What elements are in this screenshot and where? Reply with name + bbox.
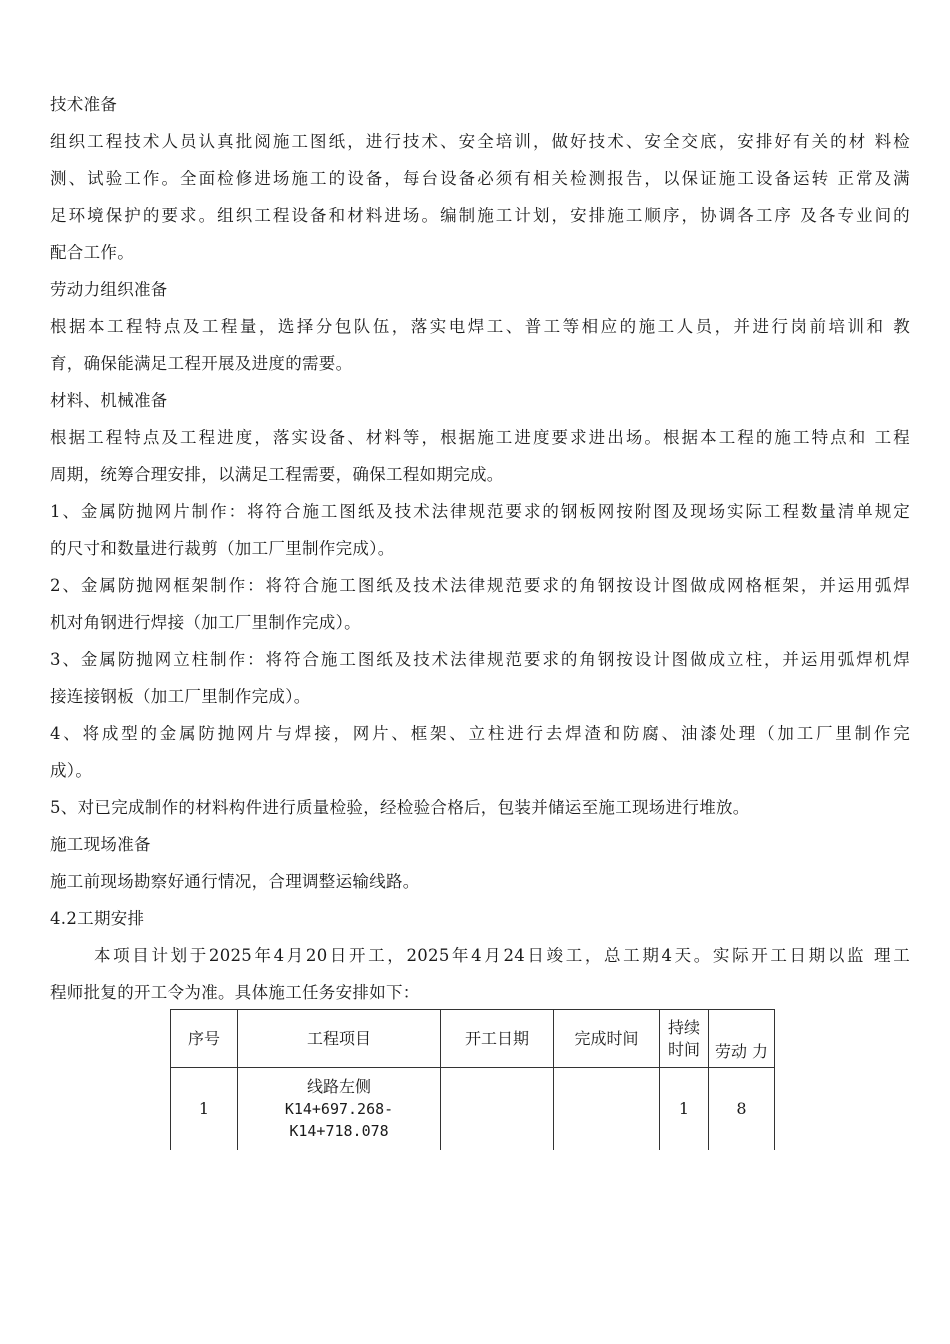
section-heading-schedule: 4.2工期安排 <box>50 909 145 928</box>
table-row <box>171 1068 775 1150</box>
paragraph-line: 足环境保护的要求。组织工程设备和材料进场。编制施工计划，安排施工顺序，协调各工序 及各专业间的 <box>50 206 910 225</box>
heading-labor-prep: 劳动力组织准备 <box>50 280 168 299</box>
paragraph-line: 组织工程技术人员认真批阅施工图纸，进行技术、安全培训，做好技术、安全交底，安排好有关的材 料检 <box>50 132 910 151</box>
list-item-4: 4、将成型的金属防抛网片与焊接，网片、框架、立柱进行去焊渣和防腐、油漆处理（加工厂里制作完 <box>50 724 910 743</box>
table-header-row <box>171 1010 775 1068</box>
list-item-1: 1、金属防抛网片制作：将符合施工图纸及技术法律规范要求的钢板网按附图及现场实际工程数量清单规定 <box>50 502 910 521</box>
list-item-4-cont: 成）。 <box>50 761 93 780</box>
heading-tech-prep: 技术准备 <box>50 95 118 114</box>
cell-item-line-3: K14+718.078 <box>289 1121 389 1140</box>
header-duration <box>660 1010 709 1068</box>
paragraph-line: 配合工作。 <box>50 243 134 262</box>
cell-labor: 8 <box>709 1068 775 1150</box>
header-duration-line-1: 持续 <box>667 1017 700 1037</box>
cell-item-line-2: K14+697.268- <box>284 1099 394 1118</box>
cell-item <box>238 1068 441 1150</box>
list-item-2-cont: 机对角钢进行焊接（加工厂里制作完成）。 <box>50 613 361 632</box>
paragraph-line: 施工前现场勘察好通行情况，合理调整运输线路。 <box>50 872 420 891</box>
paragraph-line: 育，确保能满足工程开展及进度的需要。 <box>50 354 353 373</box>
list-item-3-cont: 接连接钢板（加工厂里制作完成）。 <box>50 687 311 706</box>
paragraph-line: 本项目计划于2025年4月20日开工，2025年4月24日竣工，总工期4天。实际开工日期以监 理工 <box>94 946 910 965</box>
paragraph-line: 程师批复的开工令为准。具体施工任务安排如下： <box>50 983 420 1002</box>
paragraph-line: 根据工程特点及工程进度，落实设备、材料等，根据施工进度要求进出场。根据本工程的施工特点和 工程 <box>50 428 910 447</box>
header-start-date: 开工日期 <box>441 1010 554 1068</box>
list-item-5: 5、对已完成制作的材料构件进行质量检验，经检验合格后，包装并储运至施工现场进行堆放。 <box>50 798 750 817</box>
heading-material-prep: 材料、机械准备 <box>50 391 168 410</box>
header-seq: 序号 <box>171 1010 238 1068</box>
paragraph-line: 根据本工程特点及工程量，选择分包队伍，落实电焊工、普工等相应的施工人员，并进行岗前培训和 教 <box>50 317 910 336</box>
cell-start-date <box>441 1068 554 1150</box>
paragraph-line: 周期，统筹合理安排，以满足工程需要，确保工程如期完成。 <box>50 465 504 484</box>
cell-duration: 1 <box>660 1068 709 1150</box>
list-item-2: 2、金属防抛网框架制作：将符合施工图纸及技术法律规范要求的角钢按设计图做成网格框架，并运用弧焊 <box>50 576 910 595</box>
header-duration-line-2: 时间 <box>667 1039 700 1059</box>
schedule-table <box>170 1009 775 1150</box>
paragraph-line: 测、试验工作。全面检修进场施工的设备，每台设备必须有相关检测报告，以保证施工设备运转 正常及满 <box>50 169 910 188</box>
header-finish-date: 完成时间 <box>554 1010 660 1068</box>
heading-site-prep: 施工现场准备 <box>50 835 151 854</box>
cell-seq: 1 <box>171 1068 238 1150</box>
header-labor: 劳动 力 <box>709 1010 775 1068</box>
cell-item-line-1: 线路左侧 <box>306 1076 371 1096</box>
list-item-3: 3、金属防抛网立柱制作：将符合施工图纸及技术法律规范要求的角钢按设计图做成立柱，并运用弧焊机焊 <box>50 650 910 669</box>
list-item-1-cont: 的尺寸和数量进行裁剪（加工厂里制作完成）。 <box>50 539 395 558</box>
header-item: 工程项目 <box>238 1010 441 1068</box>
cell-finish-date <box>554 1068 660 1150</box>
